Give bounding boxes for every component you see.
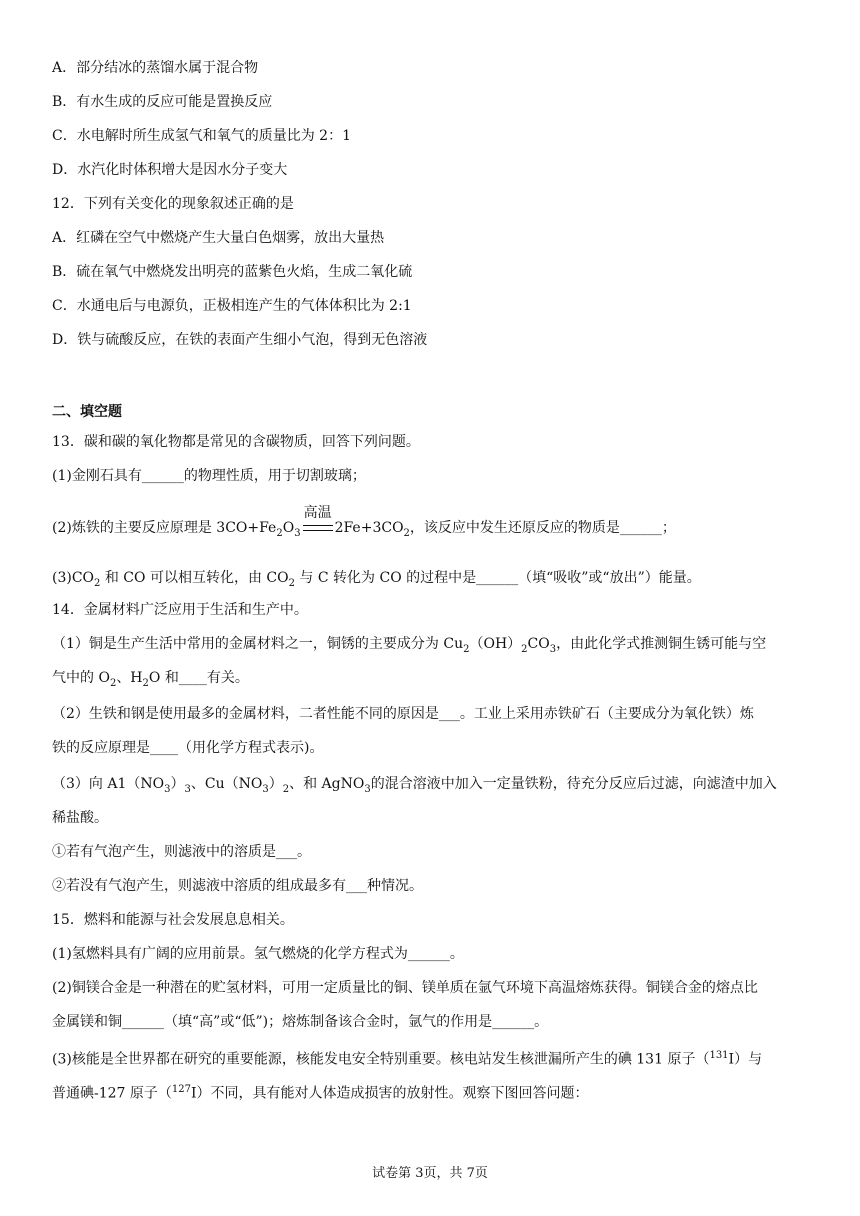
q15-part2-line2: 金属镁和铜______（填“高”或“低”)；熔炼制备该合金时，氩气的作用是______。 — [52, 1014, 549, 1030]
option-a-11: A．部分结冰的蒸馏水属于混合物 — [52, 60, 259, 76]
question-15: 15．燃料和能源与社会发展息息相关。 — [52, 912, 294, 928]
q13-part2: (2)炼铁的主要反应原理是 $3CO+Fe_2O_3$ 高温 $2Fe+3CO_2$，该反应中发生还原反应的物质是______； — [52, 505, 676, 539]
q13-part1: (1)金刚石具有______的物理性质，用于切割玻璃； — [52, 468, 366, 484]
q14-part1-line1: （1）铜是生产生活中常用的金属材料之一，铜锈的主要成分为 $Cu_2(OH)_2CO_3$，由此化学式推测铜生锈可能与空 — [52, 636, 767, 655]
q13-part3: $(3)CO_2$ 和 CO 可以相互转化，由 $CO_2$ 与 C 转化为 CO 的过程中是______（填“吸收”或“放出”）能量。 — [52, 570, 701, 589]
option-d-11: D．水汽化时体积增大是因水分子变大 — [52, 162, 288, 178]
q14-part2-line1: （2）生铁和钢是使用最多的金属材料，二者性能不同的原因是___。工业上采用赤铁矿石（主要成分为氧化铁）炼 — [52, 706, 754, 722]
q14-part1-line2: 气中的 $O_2$、$H_2O$ 和____有关。 — [52, 670, 249, 689]
q15-part3-line1: (3)核能是全世界都在研究的重要能源，核能发电安全特别重要。核电站发生核泄漏所产生的碘 131 原子（$^{131}$I）与 — [52, 1050, 763, 1068]
option-c-11: C．水电解时所生成氢气和氧气的质量比为 2：1 — [52, 128, 351, 144]
option-b-11: B．有水生成的反应可能是置换反应 — [52, 94, 273, 110]
q14-part3-i: ①若有气泡产生，则滤液中的溶质是___。 — [52, 844, 311, 860]
option-d-12: D．铁与硫酸反应，在铁的表面产生细小气泡，得到无色溶液 — [52, 332, 428, 348]
section-heading: 二、填空题 — [52, 404, 122, 420]
option-b-12: B．硫在氧气中燃烧发出明亮的蓝紫色火焰，生成二氧化硫 — [52, 264, 413, 280]
option-a-12: A．红磷在空气中燃烧产生大量白色烟雾，放出大量热 — [52, 230, 385, 246]
q15-part1: (1)氢燃料具有广阔的应用前景。氢气燃烧的化学方程式为______。 — [52, 946, 464, 962]
reaction-arrow: 高温 — [303, 518, 333, 538]
question-12: 12．下列有关变化的现象叙述正确的是 — [52, 196, 294, 212]
q14-part2-line2: 铁的反应原理是____（用化学方程式表示)。 — [52, 740, 324, 756]
q14-part3-line2: 稀盐酸。 — [52, 810, 108, 826]
question-14: 14．金属材料广泛应用于生活和生产中。 — [52, 602, 308, 618]
q15-part2-line1: (2)铜镁合金是一种潜在的贮氢材料，可用一定质量比的铜、镁单质在氩气环境下高温熔炼获得。铜镁合金的熔点比 — [52, 980, 758, 996]
q15-part3-line2: 普通碘-127 原子（$^{127}$I）不同，具有能对人体造成损害的放射性。观察下图回答问题： — [52, 1084, 589, 1102]
q14-part3-line1: （3）向 $A1(NO_3)_3$、$Cu(NO_3)_2$、和 AgNO$_3$的混合溶液中加入一定量铁粉，待充分反应后过滤，向滤渣中加入 — [52, 776, 777, 795]
page-footer: 试卷第 3页，共 7页 — [372, 1166, 488, 1181]
q14-part3-ii: ②若没有气泡产生，则滤液中溶质的组成最多有___种情况。 — [52, 878, 423, 894]
option-c-12: C．水通电后与电源负，正极相连产生的气体体积比为 2:1 — [52, 298, 412, 314]
question-13: 13．碳和碳的氧化物都是常见的含碳物质，回答下列问题。 — [52, 434, 420, 450]
